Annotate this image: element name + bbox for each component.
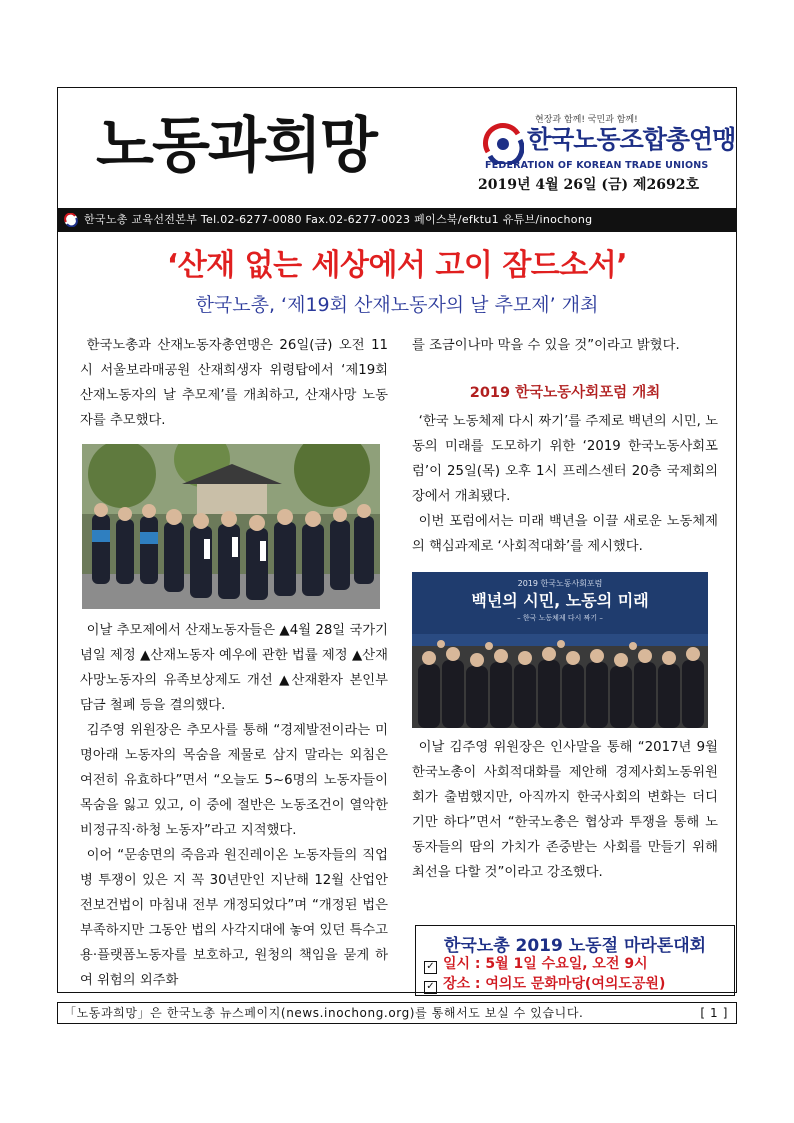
- sub-headline: 한국노총, ‘제19회 산재노동자의 날 추모제’ 개최: [195, 294, 599, 316]
- article-paragraph: 김주영 위원장은 추모사를 통해 “경제발전이라는 미명아래 노동자의 목숨을 제물로 삼지 말라는 외침은 여전히 유효하다”면서 “오늘도 5~6명의 노동자들이 목숨을 잃고 있고, 이 중에 절반은 노동조건이 열악한 비정규직·하청 노동자”라고 지적했다.: [80, 723, 388, 838]
- footer-bar: [57, 1002, 737, 1024]
- issue-date: 2019년 4월 26일 (금) 제2692호: [478, 177, 700, 193]
- marathon-notice: [415, 925, 735, 996]
- forum-photo: [412, 572, 708, 728]
- masthead-title: 노동과희망: [96, 111, 376, 181]
- notice-date: ✓ 일시 : 5월 1일 수요일, 오전 9시: [424, 953, 648, 973]
- article2-col-top: [412, 409, 718, 559]
- page-number: [ 1 ]: [700, 1006, 728, 1020]
- article1-continuation: [412, 333, 718, 358]
- article-paragraph: 이날 추모제에서 산재노동자들은 ▲4월 28일 국가기념일 제정 ▲산재노동자 예우에 관한 법률 제정 ▲산재사망노동자의 유족보상제도 개선 ▲산재환자 본인부담금 철폐 등을 결의했다.: [80, 623, 388, 713]
- forum-banner-line2: 백년의 시민, 노동의 미래: [471, 591, 649, 610]
- forum-banner-line1: 2019 한국노동사회포럼: [517, 579, 603, 588]
- memorial-photo: [82, 444, 380, 609]
- article-paragraph: 한국노총과 산재노동자총연맹은 26일(금) 오전 11시 서울보라매공원 산재희생자 위령탑에서 ‘제19회 산재노동자의 날 추모제’를 개최하고, 산재사망 노동자를 추모했다.: [80, 338, 388, 428]
- org-slogan: 현장과 함께! 국민과 함께!: [535, 115, 638, 125]
- article1-col-bottom: [80, 618, 388, 993]
- notice-title: 한국노총 2019 노동절 마라톤대회: [443, 936, 707, 956]
- main-headline: ‘산재 없는 세상에서 고이 잠드소서’: [166, 248, 628, 283]
- forum-banner-line3: – 한국 노동체제 다시 짜기 –: [517, 614, 603, 622]
- article-paragraph: 이날 김주영 위원장은 인사말을 통해 “2017년 9월 한국노총이 사회적대화를 제안해 경제사회노동위원회가 출범했지만, 아직까지 한국사회의 변화는 더디기만 하다”면서 “한국노총은 협상과 투쟁을 통해 노동자들의 땀의 가치가 존중받는 사회를 만들기 위해 최선을 다할 것”이라고 강조했다.: [412, 740, 718, 880]
- fkut-logo-icon: [482, 122, 524, 164]
- article1-col-top: [80, 333, 388, 433]
- checkbox-icon: ✓: [424, 981, 437, 994]
- article-paragraph: 이어 “문송면의 죽음과 원진레이온 노동자들의 직업병 투쟁이 있은 지 꼭 30년만인 지난해 12월 산업안전보건법이 마침내 전부 개정되었다”며 “개정된 법은 부족하지만 그동안 법의 사각지대에 놓여 있던 특수고용·플랫폼노동자를 보호하고, 원청의 책임을 묻게 하여 위험의 외주화: [80, 848, 388, 988]
- article-paragraph: 를 조금이나마 막을 수 있을 것”이라고 밝혔다.: [412, 338, 680, 353]
- footer-text: 「노동과희망」은 한국노총 뉴스페이지(news.inochong.org)를 통해서도 보실 수 있습니다.: [64, 1006, 584, 1020]
- article-paragraph: ‘한국 노동체제 다시 짜기’를 주제로 백년의 시민, 노동의 미래를 도모하기 위한 ‘2019 한국노동사회포럼’이 25일(목) 오후 1시 프레스센터 20층 국제회의장에서 개최됐다.: [412, 414, 718, 504]
- notice-place: ✓ 장소 : 여의도 문화마당(여의도공원): [424, 973, 665, 993]
- fkut-logo-icon: [64, 213, 78, 227]
- contact-bar: [58, 208, 736, 232]
- article2-col-bottom: [412, 735, 718, 885]
- contact-text: 한국노총 교육선전본부 Tel.02-6277-0080 Fax.02-6277-0023 페이스북/efktu1 유튜브/inochong: [84, 213, 593, 226]
- article-paragraph: 이번 포럼에서는 미래 백년을 이끌 새로운 노동체제의 핵심과제로 ‘사회적대화’를 제시했다.: [412, 514, 718, 554]
- org-name-en: FEDERATION OF KOREAN TRADE UNIONS: [485, 160, 709, 171]
- org-name-ko: 한국노동조합총연맹: [527, 125, 736, 154]
- checkbox-icon: ✓: [424, 961, 437, 974]
- section-title: 2019 한국노동사회포럼 개최: [469, 385, 661, 401]
